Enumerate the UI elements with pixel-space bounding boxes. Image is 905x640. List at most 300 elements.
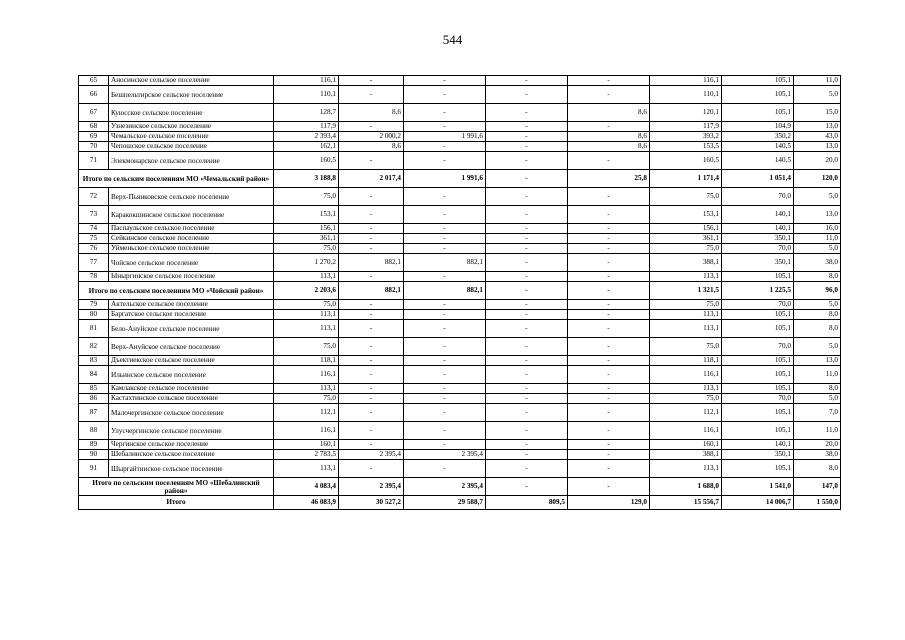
table-row bbox=[79, 272, 841, 282]
total-label: Итого по сельским поселениям МО «Шебалинский район» bbox=[79, 478, 274, 496]
settlement-name: Чепошское сельское поселение bbox=[109, 142, 274, 152]
table-row bbox=[79, 440, 841, 450]
value-cell: 1 991,6 bbox=[404, 132, 486, 142]
value-cell: - bbox=[339, 440, 404, 450]
value-cell: 75,0 bbox=[650, 300, 722, 310]
table-row bbox=[79, 404, 841, 422]
row-number: 66 bbox=[79, 86, 109, 104]
value-cell: - bbox=[404, 234, 486, 244]
value-cell: - bbox=[486, 206, 568, 224]
value-cell: 147,0 bbox=[794, 478, 841, 496]
row-number: 75 bbox=[79, 234, 109, 244]
value-cell: 113,1 bbox=[650, 460, 722, 478]
value-cell: 8,0 bbox=[794, 320, 841, 338]
value-cell: 882,1 bbox=[404, 282, 486, 300]
value-cell: 1 051,4 bbox=[722, 170, 794, 188]
value-cell: 105,1 bbox=[722, 460, 794, 478]
value-cell: 75,0 bbox=[274, 188, 339, 206]
value-cell: - bbox=[568, 188, 650, 206]
table-row bbox=[79, 76, 841, 86]
value-cell: 361,1 bbox=[274, 234, 339, 244]
value-cell: - bbox=[568, 206, 650, 224]
value-cell: 14 006,7 bbox=[722, 496, 794, 510]
value-cell: - bbox=[486, 224, 568, 234]
row-number: 89 bbox=[79, 440, 109, 450]
value-cell: - bbox=[568, 440, 650, 450]
value-cell: 5,0 bbox=[794, 86, 841, 104]
value-cell: 15 556,7 bbox=[650, 496, 722, 510]
value-cell: - bbox=[568, 122, 650, 132]
value-cell: - bbox=[486, 86, 568, 104]
value-cell: 105,1 bbox=[722, 356, 794, 366]
value-cell: - bbox=[568, 478, 650, 496]
row-number: 74 bbox=[79, 224, 109, 234]
value-cell: 38,0 bbox=[794, 450, 841, 460]
district-total-row bbox=[79, 170, 841, 188]
value-cell: - bbox=[486, 234, 568, 244]
row-number: 87 bbox=[79, 404, 109, 422]
value-cell: - bbox=[404, 422, 486, 440]
value-cell: 5,0 bbox=[794, 244, 841, 254]
value-cell: 118,1 bbox=[274, 356, 339, 366]
value-cell: - bbox=[404, 310, 486, 320]
value-cell: - bbox=[568, 254, 650, 272]
value-cell: 162,1 bbox=[274, 142, 339, 152]
settlement-name: Улусчергинское сельское поселение bbox=[109, 422, 274, 440]
value-cell: 13,0 bbox=[794, 142, 841, 152]
value-cell: 16,0 bbox=[794, 224, 841, 234]
table-row bbox=[79, 422, 841, 440]
value-cell: 25,8 bbox=[568, 170, 650, 188]
value-cell: - bbox=[404, 300, 486, 310]
value-cell: - bbox=[339, 188, 404, 206]
value-cell: - bbox=[404, 272, 486, 282]
value-cell: - bbox=[568, 86, 650, 104]
total-label: Итого по сельским поселениям МО «Чойский район» bbox=[79, 282, 274, 300]
value-cell: - bbox=[568, 224, 650, 234]
value-cell: 116,1 bbox=[650, 76, 722, 86]
value-cell: 116,1 bbox=[274, 422, 339, 440]
value-cell: - bbox=[486, 394, 568, 404]
value-cell: - bbox=[339, 338, 404, 356]
settlement-name: Уйменьское сельское поселение bbox=[109, 244, 274, 254]
row-number: 80 bbox=[79, 310, 109, 320]
value-cell: 156,1 bbox=[274, 224, 339, 234]
value-cell: - bbox=[404, 104, 486, 122]
value-cell: 105,1 bbox=[722, 422, 794, 440]
value-cell: 153,1 bbox=[650, 206, 722, 224]
row-number: 72 bbox=[79, 188, 109, 206]
value-cell: 96,0 bbox=[794, 282, 841, 300]
row-number: 78 bbox=[79, 272, 109, 282]
table-row bbox=[79, 206, 841, 224]
value-cell: 75,0 bbox=[274, 338, 339, 356]
table-row bbox=[79, 254, 841, 272]
value-cell: - bbox=[486, 338, 568, 356]
value-cell: - bbox=[404, 384, 486, 394]
value-cell: 128,7 bbox=[274, 104, 339, 122]
value-cell: 70,0 bbox=[722, 188, 794, 206]
value-cell: - bbox=[339, 76, 404, 86]
value-cell: 105,1 bbox=[722, 76, 794, 86]
row-number: 83 bbox=[79, 356, 109, 366]
value-cell: - bbox=[339, 422, 404, 440]
value-cell: 105,1 bbox=[722, 384, 794, 394]
value-cell: - bbox=[486, 300, 568, 310]
value-cell: - bbox=[486, 104, 568, 122]
settlement-name: Камлакское сельское поселение bbox=[109, 384, 274, 394]
value-cell: - bbox=[486, 450, 568, 460]
value-cell: 8,0 bbox=[794, 384, 841, 394]
value-cell: - bbox=[486, 366, 568, 384]
value-cell: - bbox=[486, 310, 568, 320]
row-number: 85 bbox=[79, 384, 109, 394]
value-cell: 2 395,4 bbox=[404, 450, 486, 460]
row-number: 73 bbox=[79, 206, 109, 224]
value-cell: 11,0 bbox=[794, 76, 841, 86]
value-cell: 120,0 bbox=[794, 170, 841, 188]
table-row bbox=[79, 188, 841, 206]
row-number: 69 bbox=[79, 132, 109, 142]
value-cell: 2 393,4 bbox=[274, 132, 339, 142]
value-cell: - bbox=[404, 394, 486, 404]
value-cell: 2 017,4 bbox=[339, 170, 404, 188]
value-cell: 7,0 bbox=[794, 404, 841, 422]
value-cell: 1 688,0 bbox=[650, 478, 722, 496]
row-number: 91 bbox=[79, 460, 109, 478]
table-row bbox=[79, 224, 841, 234]
value-cell: - bbox=[404, 122, 486, 132]
value-cell: 13,0 bbox=[794, 122, 841, 132]
table-row bbox=[79, 122, 841, 132]
value-cell: - bbox=[339, 394, 404, 404]
table-row bbox=[79, 142, 841, 152]
table-body bbox=[79, 76, 841, 510]
value-cell: 46 083,9 bbox=[274, 496, 339, 510]
value-cell: - bbox=[486, 282, 568, 300]
value-cell: 5,0 bbox=[794, 338, 841, 356]
value-cell: - bbox=[486, 356, 568, 366]
value-cell: 38,0 bbox=[794, 254, 841, 272]
value-cell: - bbox=[568, 310, 650, 320]
value-cell: 2 395,4 bbox=[339, 450, 404, 460]
value-cell: 160,1 bbox=[274, 440, 339, 450]
value-cell: - bbox=[404, 152, 486, 170]
value-cell: 105,1 bbox=[722, 86, 794, 104]
table-row bbox=[79, 132, 841, 142]
value-cell: 75,0 bbox=[650, 188, 722, 206]
value-cell: - bbox=[486, 440, 568, 450]
value-cell: 153,5 bbox=[650, 142, 722, 152]
value-cell: 104,9 bbox=[722, 122, 794, 132]
value-cell: 113,1 bbox=[650, 384, 722, 394]
district-total-row bbox=[79, 478, 841, 496]
value-cell: - bbox=[486, 170, 568, 188]
value-cell: 882,1 bbox=[339, 282, 404, 300]
row-number: 79 bbox=[79, 300, 109, 310]
value-cell: - bbox=[486, 244, 568, 254]
value-cell: - bbox=[339, 122, 404, 132]
grand-total-row bbox=[79, 496, 841, 510]
value-cell: 8,6 bbox=[568, 132, 650, 142]
value-cell: 140,1 bbox=[722, 206, 794, 224]
value-cell: 2 203,6 bbox=[274, 282, 339, 300]
value-cell: - bbox=[339, 152, 404, 170]
table-row bbox=[79, 356, 841, 366]
settlement-name: Аносинское сельское поселение bbox=[109, 76, 274, 86]
value-cell: 70,0 bbox=[722, 244, 794, 254]
value-cell: - bbox=[339, 206, 404, 224]
value-cell: - bbox=[568, 384, 650, 394]
value-cell: - bbox=[486, 404, 568, 422]
value-cell: 120,1 bbox=[650, 104, 722, 122]
value-cell: - bbox=[404, 206, 486, 224]
settlement-name: Шебалинское сельское поселение bbox=[109, 450, 274, 460]
value-cell: 20,0 bbox=[794, 440, 841, 450]
value-cell: 110,1 bbox=[650, 86, 722, 104]
value-cell: 1 991,6 bbox=[404, 170, 486, 188]
value-cell: 2 395,4 bbox=[404, 478, 486, 496]
settlement-name: Актельское сельское поселение bbox=[109, 300, 274, 310]
table-row bbox=[79, 366, 841, 384]
value-cell: - bbox=[339, 356, 404, 366]
value-cell: 113,1 bbox=[650, 320, 722, 338]
value-cell: - bbox=[486, 460, 568, 478]
value-cell: 11,0 bbox=[794, 366, 841, 384]
value-cell: 160,1 bbox=[650, 440, 722, 450]
table-row bbox=[79, 394, 841, 404]
value-cell: - bbox=[568, 404, 650, 422]
value-cell: 113,1 bbox=[650, 272, 722, 282]
value-cell: 13,0 bbox=[794, 356, 841, 366]
value-cell: - bbox=[486, 272, 568, 282]
settlement-name: Чойское сельское поселение bbox=[109, 254, 274, 272]
value-cell: 8,6 bbox=[568, 142, 650, 152]
value-cell: 75,0 bbox=[650, 338, 722, 356]
table-row bbox=[79, 450, 841, 460]
value-cell: - bbox=[339, 272, 404, 282]
value-cell: - bbox=[568, 356, 650, 366]
value-cell: - bbox=[568, 272, 650, 282]
value-cell: 350,1 bbox=[722, 234, 794, 244]
value-cell: 75,0 bbox=[650, 244, 722, 254]
row-number: 76 bbox=[79, 244, 109, 254]
value-cell: - bbox=[339, 224, 404, 234]
value-cell: 8,6 bbox=[568, 104, 650, 122]
value-cell: 105,1 bbox=[722, 320, 794, 338]
value-cell: 3 188,8 bbox=[274, 170, 339, 188]
value-cell: 105,1 bbox=[722, 310, 794, 320]
value-cell: - bbox=[568, 460, 650, 478]
value-cell: - bbox=[486, 478, 568, 496]
value-cell: 393,2 bbox=[650, 132, 722, 142]
value-cell: - bbox=[568, 320, 650, 338]
value-cell: - bbox=[339, 244, 404, 254]
settlement-name: Паспаульское сельское поселение bbox=[109, 224, 274, 234]
settlement-name: Куюсское сельское поселение bbox=[109, 104, 274, 122]
value-cell: 113,1 bbox=[274, 460, 339, 478]
value-cell: 2 000,2 bbox=[339, 132, 404, 142]
value-cell: 160,5 bbox=[274, 152, 339, 170]
value-cell: 4 083,4 bbox=[274, 478, 339, 496]
value-cell: - bbox=[486, 188, 568, 206]
value-cell: - bbox=[339, 404, 404, 422]
table-row bbox=[79, 320, 841, 338]
value-cell: 5,0 bbox=[794, 394, 841, 404]
value-cell: 29 588,7 bbox=[404, 496, 486, 510]
value-cell: 43,0 bbox=[794, 132, 841, 142]
settlement-name: Верх-Ануйское сельское поселение bbox=[109, 338, 274, 356]
value-cell: - bbox=[568, 282, 650, 300]
value-cell: 2 395,4 bbox=[339, 478, 404, 496]
value-cell: 113,1 bbox=[274, 272, 339, 282]
value-cell: 388,1 bbox=[650, 450, 722, 460]
value-cell: - bbox=[404, 188, 486, 206]
settlement-name: Ильинское сельское поселение bbox=[109, 366, 274, 384]
settlement-name: Дъектиекское сельское поселение bbox=[109, 356, 274, 366]
value-cell: - bbox=[486, 384, 568, 394]
value-cell: 116,1 bbox=[650, 366, 722, 384]
value-cell: 117,9 bbox=[650, 122, 722, 132]
value-cell: - bbox=[486, 142, 568, 152]
value-cell: - bbox=[339, 310, 404, 320]
settlement-name: Кастахтинское сельское поселение bbox=[109, 394, 274, 404]
value-cell: 15,0 bbox=[794, 104, 841, 122]
value-cell: 112,1 bbox=[650, 404, 722, 422]
value-cell: 153,1 bbox=[274, 206, 339, 224]
row-number: 67 bbox=[79, 104, 109, 122]
value-cell: - bbox=[568, 152, 650, 170]
value-cell: - bbox=[486, 132, 568, 142]
value-cell: 105,1 bbox=[722, 366, 794, 384]
value-cell: - bbox=[568, 300, 650, 310]
value-cell: - bbox=[339, 460, 404, 478]
settlement-name: Бело-Ануйское сельское поселение bbox=[109, 320, 274, 338]
value-cell: 11,0 bbox=[794, 422, 841, 440]
settlement-name: Элекмонарское сельское поселение bbox=[109, 152, 274, 170]
table-row bbox=[79, 234, 841, 244]
value-cell: 5,0 bbox=[794, 188, 841, 206]
value-cell: - bbox=[486, 152, 568, 170]
value-cell: 1 541,0 bbox=[722, 478, 794, 496]
value-cell: - bbox=[404, 224, 486, 234]
value-cell: 160,5 bbox=[650, 152, 722, 170]
value-cell: 110,1 bbox=[274, 86, 339, 104]
value-cell: 8,0 bbox=[794, 272, 841, 282]
value-cell: 1 225,5 bbox=[722, 282, 794, 300]
value-cell: - bbox=[404, 320, 486, 338]
value-cell: - bbox=[486, 254, 568, 272]
value-cell: 140,1 bbox=[722, 224, 794, 234]
settlement-name: Сейкинское сельское поселение bbox=[109, 234, 274, 244]
settlement-name: Бешпельтирское сельское поселение bbox=[109, 86, 274, 104]
row-number: 71 bbox=[79, 152, 109, 170]
value-cell: - bbox=[568, 422, 650, 440]
value-cell: 882,1 bbox=[404, 254, 486, 272]
value-cell: 116,1 bbox=[274, 366, 339, 384]
value-cell: 113,1 bbox=[274, 320, 339, 338]
settlement-name: Узнезинское сельское поселение bbox=[109, 122, 274, 132]
table-row bbox=[79, 300, 841, 310]
value-cell: - bbox=[404, 86, 486, 104]
value-cell: 116,1 bbox=[650, 422, 722, 440]
value-cell: - bbox=[339, 384, 404, 394]
settlement-name: Ыныргинское сельское поселение bbox=[109, 272, 274, 282]
settlement-name: Чемальское сельское поселение bbox=[109, 132, 274, 142]
table-row bbox=[79, 244, 841, 254]
row-number: 70 bbox=[79, 142, 109, 152]
table-row bbox=[79, 338, 841, 356]
value-cell: 105,1 bbox=[722, 272, 794, 282]
value-cell: 20,0 bbox=[794, 152, 841, 170]
value-cell: 140,5 bbox=[722, 142, 794, 152]
total-label: Итого по сельским поселениям МО «Чемальский район» bbox=[79, 170, 274, 188]
value-cell: 75,0 bbox=[274, 300, 339, 310]
row-number: 81 bbox=[79, 320, 109, 338]
value-cell: 5,0 bbox=[794, 300, 841, 310]
value-cell: 75,0 bbox=[274, 244, 339, 254]
value-cell: 1 550,0 bbox=[794, 496, 841, 510]
value-cell: 75,0 bbox=[274, 394, 339, 404]
value-cell: - bbox=[404, 440, 486, 450]
value-cell: 8,0 bbox=[794, 460, 841, 478]
value-cell: 70,0 bbox=[722, 338, 794, 356]
value-cell: 809,5 bbox=[486, 496, 568, 510]
value-cell: 350,2 bbox=[722, 132, 794, 142]
value-cell: 156,1 bbox=[650, 224, 722, 234]
row-number: 82 bbox=[79, 338, 109, 356]
value-cell: 30 527,2 bbox=[339, 496, 404, 510]
value-cell: - bbox=[568, 366, 650, 384]
value-cell: 1 171,4 bbox=[650, 170, 722, 188]
value-cell: 75,0 bbox=[650, 394, 722, 404]
value-cell: 350,1 bbox=[722, 254, 794, 272]
value-cell: 113,1 bbox=[274, 310, 339, 320]
value-cell: 1 321,5 bbox=[650, 282, 722, 300]
row-number: 68 bbox=[79, 122, 109, 132]
value-cell: 8,0 bbox=[794, 310, 841, 320]
value-cell: 1 270,2 bbox=[274, 254, 339, 272]
page-number: 544 bbox=[442, 32, 463, 47]
value-cell: 8,6 bbox=[339, 104, 404, 122]
settlement-name: Верх-Пьянковское сельское поселение bbox=[109, 188, 274, 206]
value-cell: 8,6 bbox=[339, 142, 404, 152]
value-cell: 105,1 bbox=[722, 104, 794, 122]
value-cell: - bbox=[339, 366, 404, 384]
value-cell: - bbox=[568, 450, 650, 460]
value-cell: 350,1 bbox=[722, 450, 794, 460]
row-number: 86 bbox=[79, 394, 109, 404]
settlement-name: Каракокшинское сельское поселение bbox=[109, 206, 274, 224]
row-number: 84 bbox=[79, 366, 109, 384]
value-cell: 388,1 bbox=[650, 254, 722, 272]
table-row bbox=[79, 460, 841, 478]
district-total-row bbox=[79, 282, 841, 300]
row-number: 77 bbox=[79, 254, 109, 272]
value-cell: - bbox=[404, 356, 486, 366]
settlement-name: Шыргайтинское сельское поселение bbox=[109, 460, 274, 478]
value-cell: 105,1 bbox=[722, 404, 794, 422]
value-cell: - bbox=[568, 394, 650, 404]
value-cell: - bbox=[339, 234, 404, 244]
value-cell: 140,1 bbox=[722, 440, 794, 450]
value-cell: - bbox=[339, 320, 404, 338]
table-row bbox=[79, 86, 841, 104]
value-cell: 129,0 bbox=[568, 496, 650, 510]
value-cell: 140,5 bbox=[722, 152, 794, 170]
budget-table bbox=[78, 75, 841, 510]
value-cell: - bbox=[568, 338, 650, 356]
